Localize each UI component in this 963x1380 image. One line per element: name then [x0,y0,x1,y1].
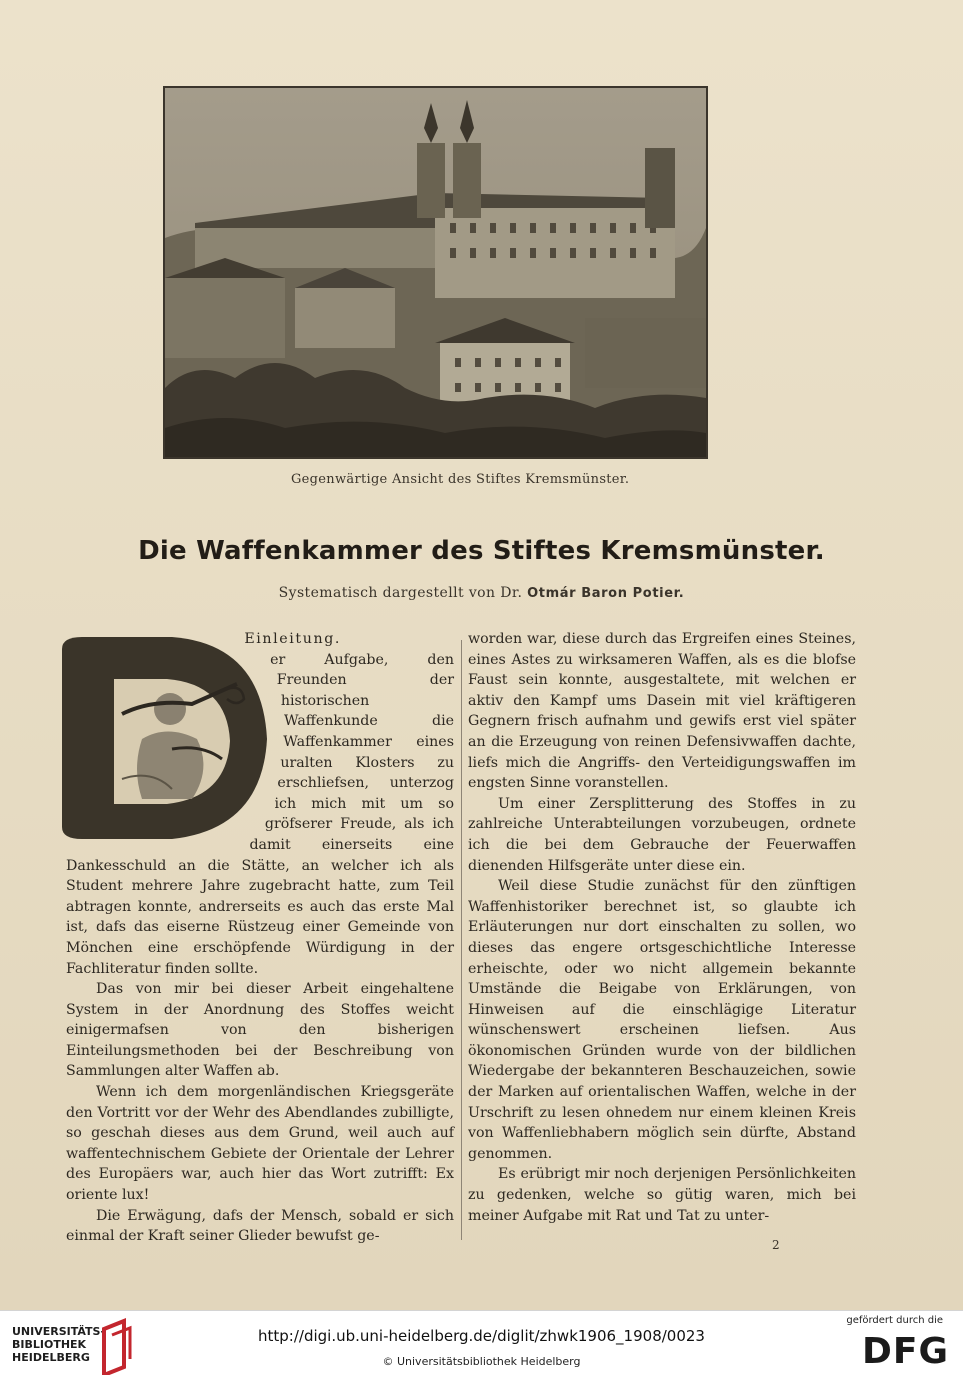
left-paragraph-1: er Aufgabe, den Freunden der historischen Waffenkunde die Waffenkammer eines uralten Klosters zu erschliefsen, unterzog ich mich mit um so gröfserer Freude, als ich damit einerseits eine Dankesschuld an die Stätte, an welcher ich als Student mehrere Jahre zugebracht hatte, zum Teil abtragen konnte, andrerseits es auch das erste Mal ist, dafs das eiserne Rüstzeug einer Gemeinde von Mönchen eine erschöpfende Würdigung in der Fachliteratur finden sollte. [66,651,454,977]
byline [0,585,963,601]
funder-note: gefördert durch die [846,1315,943,1326]
library-name: UNIVERSITÄTS- BIBLIOTHEK HEIDELBERG [12,1325,106,1364]
right-paragraph-4: Es erübrigt mir noch derjenigen Persönlichkeiten zu gedenken, welche so gütig waren, mich bei meiner Aufgabe mit Rat und Tat zu unter- [468,1166,856,1224]
left-paragraph-2: Das von mir bei dieser Arbeit eingehaltene System in der Anordnung des Stoffes weicht einigermafsen von den bisherigen Einteilungsmethoden bei der Beschreibung von Sammlungen alter Waffen ab. [66,981,454,1080]
section-heading-einleitung: Einleitung. [244,631,341,647]
byline-author: Otmár Baron Potier. [527,586,685,601]
photo-caption: Gegenwärtige Ansicht des Stiftes Kremsmünster. [291,472,630,487]
right-paragraph-1: worden war, diese durch das Ergreifen eines Steines, eines Astes zu wirksameren Waffen, als es die blofse Faust sein konnte, ausgestaltete, mit welchen er aktiv den Kampf ums Dasein mit viel kräftigeren Gegnern frisch aufnahm und gewifs erst viel später an die Erzeugung von reinen Defensivwaffen dachte, liefs mich die Angriffs- den Verteidigungswaffen im engsten Sinne voranstellen. [468,631,856,792]
column-divider [461,640,462,1240]
drop-cap-d-illustration [62,629,278,847]
dfg-logo: DFG [861,1331,949,1372]
byline-prefix: Systematisch dargestellt von Dr. [278,585,523,601]
monastery-photo [163,86,708,459]
permalink-url[interactable]: http://digi.ub.uni-heidelberg.de/diglit/zhwk1906_1908/0023 [258,1327,705,1345]
left-paragraph-4: Die Erwägung, dafs der Mensch, sobald er sich einmal der Kraft seiner Glieder bewufst ge- [66,1207,454,1245]
left-column [66,629,454,1247]
right-paragraph-3: Weil diese Studie zunächst für den zünftigen Waffenhistoriker berechnet ist, so glaubte ich Erläuterungen nur dort einschalten zu sollen, wo dieses das engere ortsgeschichtliche Interesse erheischte, oder wo nicht allgemein bekannte Umstände die Beigabe von Erklärungen, von Hinweisen auf die einschlägige Literatur wünschenswert erscheinen liefsen. Aus ökonomischen Gründen wurde von der bildlichen Wiedergabe der bekannteren Beschauzeichen, sowie der Marken auf orientalischen Waffen, welche in der Urschrift zu lesen ohnedem nur einem kleinen Kreis von Waffenliebhabern möglich sein dürfte, Abstand genommen. [468,878,856,1162]
left-paragraph-3: Wenn ich dem morgenländischen Kriegsgeräte den Vortritt vor der Wehr des Abendlandes zubilligte, so geschah dieses aus dem Grund, weil auch auf waffentechnischem Gebiete der Orientale der Lehrer des Europäers war, auch hier das Wort zutrifft: Ex oriente lux! [66,1084,454,1204]
footer-bar [0,1310,963,1380]
copyright-notice: © Universitätsbibliothek Heidelberg [382,1355,581,1368]
right-paragraph-2: Um einer Zersplitterung des Stoffes in zu zahlreiche Unterabteilungen vorzubeugen, ordnete ich die bei dem Gebrauche der Feuerwaffen dienenden Hilfsgeräte unter diese ein. [468,795,856,874]
page-number: 2 [772,1238,780,1252]
article-title: Die Waffenkammer des Stiftes Kremsmünster. [138,536,825,566]
right-column [468,629,856,1226]
